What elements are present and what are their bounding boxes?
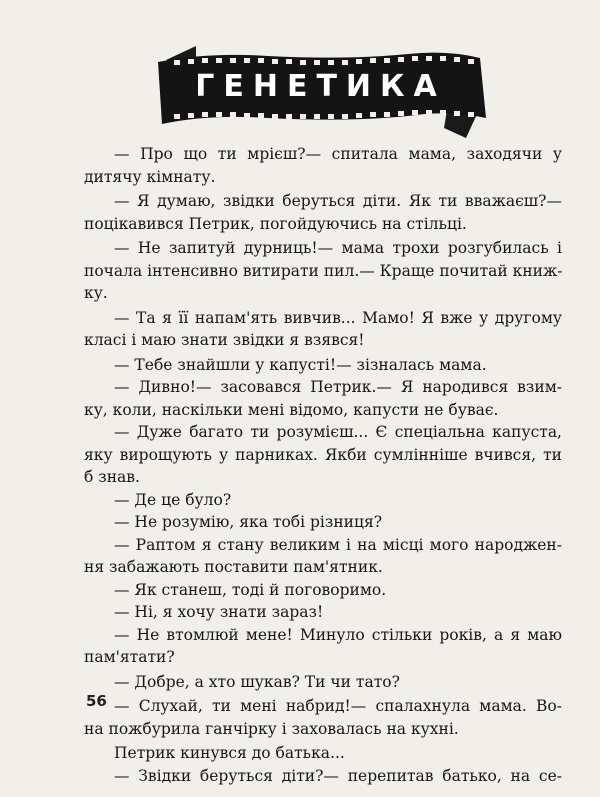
text-line: — Дивно!— засовався Петрик.— Я народився взим- — [114, 378, 562, 396]
text-line: — Я думаю, звідки беруться діти. Як ти вважаєш?— — [114, 192, 562, 210]
text-line: — Дуже багато ти розумієш... Є спеціальна капуста, — [114, 423, 562, 441]
text-line: Петрик кинувся до батька... — [114, 744, 345, 762]
text-line: яку вирощують у парниках. Якби сумлінніше вчився, ти — [84, 445, 562, 464]
text-line: ку, коли, наскільки мені відомо, капусти не буває. — [84, 400, 499, 419]
story-text — [84, 143, 562, 787]
text-line: — Раптом я стану великим і на місці мого народжен- — [114, 535, 562, 554]
text-line: — Звідки беруться діти?— перепитав батько, на се- — [114, 766, 562, 785]
text-line: — Про що ти мрієш?— спитала мама, заходячи у — [114, 145, 562, 163]
text-line: класі і маю знати звідки я взявся! — [84, 331, 365, 349]
text-line: почала інтенсивно витирати пил.— Краще почитай книж- — [84, 261, 563, 280]
text-line: — Тебе знайшли у капусті!— зізналась мама. — [114, 355, 487, 374]
text-line: — Де це було? — [114, 490, 232, 509]
page-number: 56 — [86, 692, 107, 710]
text-line: ня забажають поставити пам'ятник. — [84, 558, 383, 576]
text-line: — Не втомлюй мене! Минуло стільки років, а я маю — [114, 625, 562, 644]
page-title: ГЕНЕТИКА — [195, 68, 446, 104]
text-line: б знав. — [84, 468, 140, 486]
text-line: — Та я її напам'ять вивчив... Мамо! Я вже у другому — [114, 308, 562, 327]
text-line: — Не запитуй дурниць!— мама трохи розгубилась і — [114, 239, 562, 257]
text-line: ку. — [84, 284, 108, 302]
title-banner — [148, 38, 493, 144]
text-line: — Як станеш, тоді й поговоримо. — [114, 580, 387, 599]
text-line: — Добре, а хто шукав? Ти чи тато? — [114, 672, 400, 691]
text-line: поцікавився Петрик, погойдуючись на стільці. — [84, 214, 467, 233]
text-line: дитячу кімнату. — [84, 167, 216, 186]
text-line: — Ні, я хочу знати зараз! — [114, 603, 324, 621]
text-line: на пожбурила ганчірку і заховалась на кухні. — [84, 719, 459, 738]
text-line: — Не розумію, яка тобі різниця? — [114, 513, 383, 531]
text-line: — Слухай, ти мені набрид!— спалахнула мама. Во- — [114, 697, 562, 715]
text-line: пам'ятати? — [84, 648, 175, 666]
